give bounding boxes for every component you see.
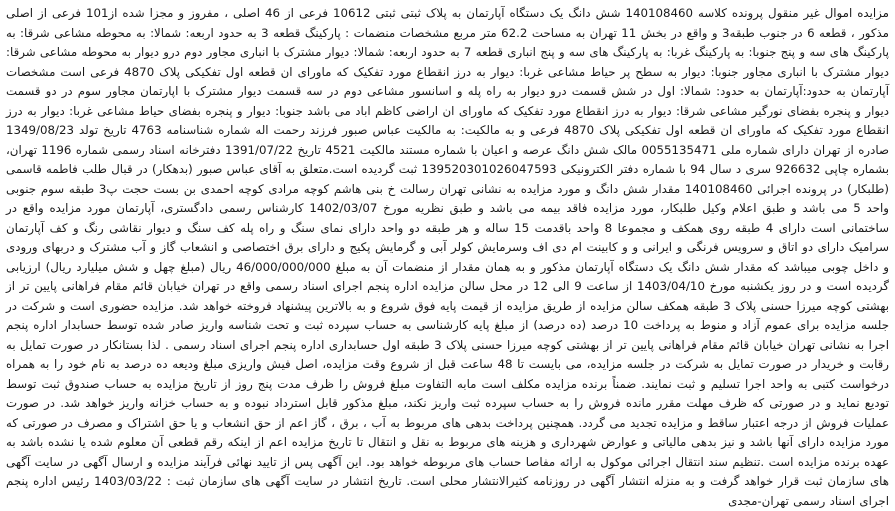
auction-notice-text: مزایده اموال غیر منقول پرونده کلاسه 140108460 شش دانگ یک دستگاه آپارتمان به پلاک ثبتی ثبتی 10612 فرعی از 46 اصلی ، مفروز و مجزا شده از101 فرعی از اصلی مذکور ، قطعه 6 در جنوب طبقه3 و واقع در بخش 11 تهران به مساحت 62.2 متر مربع مشخصات منضمات : پارکینگ قطعه 3 به حدود اربعه: شمالا: به محوطه مشاعی شرقا: به پارکینگ های سه و پنج جنوبا: به پارکینگ غربا: به پارکینگ های سه و پنج انباری قطعه 7 به حدود اربعه: شمالا: دیوار مشترک با انباری مجاور دوم درو دیوار به محوطه مشاعی شرقا: دیوار مشترک با انباری مجاور جنوبا: دیوار به سطح پر حیاط مشاعی غربا: دیوار به درز انقطاع مورد تفکیک که ماورای ان قطعه اول تفکیکی پلاک 4870 فرعی است مشخصات آپارتمان به حدود:آپارتمان به حدود: شمالا: اول در شش قسمت درو دیوار به راه پله و اسانسور مشاعی دوم در سه قسمت دیوار مشترک با اپارتمان مجاور سوم در دو قسمت دیوار و پنجره بفضای نورگیر مشاعی شرقا: دیوار به درز انقطاع مورد تفکیک که ماورای ان اراضی کاظم اباد می باشد جنوبا: دیوار و پنجره بفضای حیاط مشاعی غربا: دیوار به درز انقطاع مورد تفکیک که ماورای ان قطعه اول تفکیکی پلاک 4870 فرعی و به مالکیت: به مالکیت عباس صبور فرزند رحمت اله شماره شناسنامه 4763 تاریخ تولد 1349/08/23 صادره از تهران دارای شماره ملی 0055135471 مالک شش دانگ عرصه و اعیان با شماره مستند مالکیت 4521 تاریخ 1391/07/22 دفترخانه اسناد رسمی شماره 1196 تهران، بشماره چاپی 926632 سری د سال 94 با شماره دفتر الکترونیکی 139520301026047593 ثبت گردیده است.متعلق به آقای عباس صبور (بدهکار) در قبال طلب فاطمه قاسمی (طلبکار) در پرونده اجرائی 140108460 مقدار شش دانگ و مورد مزایده به نشانی تهران رسالت خ بنی هاشم کوچه مرادی کوچه احمدی بن بست حجت پ3 طبقه سوم جنوبی واحد 5 می باشد و طبق اعلام وکیل طلبکار، مورد مزایده فاقد بیمه می باشد و طبق نظریه مورخ 1402/03/07 کارشناس رسمی دادگستری، آپارتمان مورد مزایده واقع در ساختمانی است دارای 4 طبقه روی همکف و مجموعا 8 واحد باقدمت 15 ساله و هر طبقه دو واحد دارای نمای سنگ و راه پله کف سنگ و دیوار نقاشی رنگ و کف آپارتمان سرامیک دارای دو اتاق و سرویس فرنگی و ایرانی و و کابینت ام دی اف وسرمایش کولر آبی و گرمایش پکیج و دارای برق اختصاصی و انشعاب گاز و آب مشترک و دربهای ورودی و داخل چوبی میباشد که مقدار شش دانگ یک دستگاه آپارتمان مذکور و به همان مقدار از منضمات آن به مبلغ 46/000/000/000 ریال (مبلغ چهل و شش میلیارد ریال) ارزیابی گردیده است و در روز یکشنبه مورخ 1403/04/10 از ساعت 9 الی 12 در محل سالن مزایده اداره پنجم اجرای اسناد رسمی واقع در تهران خیابان قائم مقام فراهانی پایین تر از بهشتی کوچه میرزا حسنی پلاک 3 طبقه همکف سالن مزایده از طریق مزایده از قیمت پایه فوق شروع و به بالاترین پیشنهاد فروخته خواهد شد. مزایده حضوری است و شرکت در جلسه مزایده برای عموم آزاد و منوط به پرداخت 10 درصد (ده درصد) از مبلغ پایه کارشناسی به حساب سپرده ثبت و تحت شناسه واریز صادر شده توسط حسابدار اداره پنجم اجرا به نشانی تهران خیابان قائم مقام فراهانی پایین تر از بهشتی کوچه میرزا حسنی پلاک 3 طبقه اول حسابداری اداره پنجم اجرای اسناد رسمی . لذا بستانکار در صورت تمایل به رقابت و خریدار در صورت تمایل به شرکت در جلسه مزایده، می بایست تا 48 ساعت قبل از شروع وقت مزایده، اصل فیش واریزی مبلغ ودیعه ده درصد به نام خود را به همراه درخواست کتبی به واحد اجرا تسلیم و ثبت نمایند. ضمناً برنده مزایده مکلف است مابه التفاوت مبلغ فروش را ظرف مدت پنج روز از تاریخ مزایده به حساب صندوق ثبت توسط تودیع نماید و در صورتی که ظرف مهلت مقرر مانده فروش را به حساب سپرده ثبت واریز نکند، مبلغ مذکور قابل استرداد نبوده و به حساب خزانه واریز خواهد شد. در صورت عملیات فروش از درجه اعتبار ساقط و مزایده تجدید می گردد. همچنین پرداخت بدهی های مربوط به آب ، برق ، گاز اعم از حق انشعاب و یا حق اشتراک و مصرف در صورتی که مورد مزایده دارای آنها باشد و نیز بدهی مالیاتی و عوارض شهرداری و هزینه های مربوط به نقل و انتقال تا تاریخ مزایده اعم از اینکه رقم قطعی آن معلوم شده یا نشده باشد به عهده برنده مزایده است .تنظیم سند انتقال اجرائی موکول به ارائه مفاصا حساب های مربوطه خواهد بود. این آگهی پس از تایید نهائی فرآیند مزایده و ارسال آگهی در سایت آگهی های سازمان ثبت قرار خواهد گرفت و به منزله انتشار آگهی در روزنامه کثیرالانتشار محلی است. تاریخ انتشار در سایت آگهی های سازمان ثبت : 1403/03/22 رئیس اداره پنجم اجرای اسناد رسمی تهران-مجدی <box>6 6 890 508</box>
